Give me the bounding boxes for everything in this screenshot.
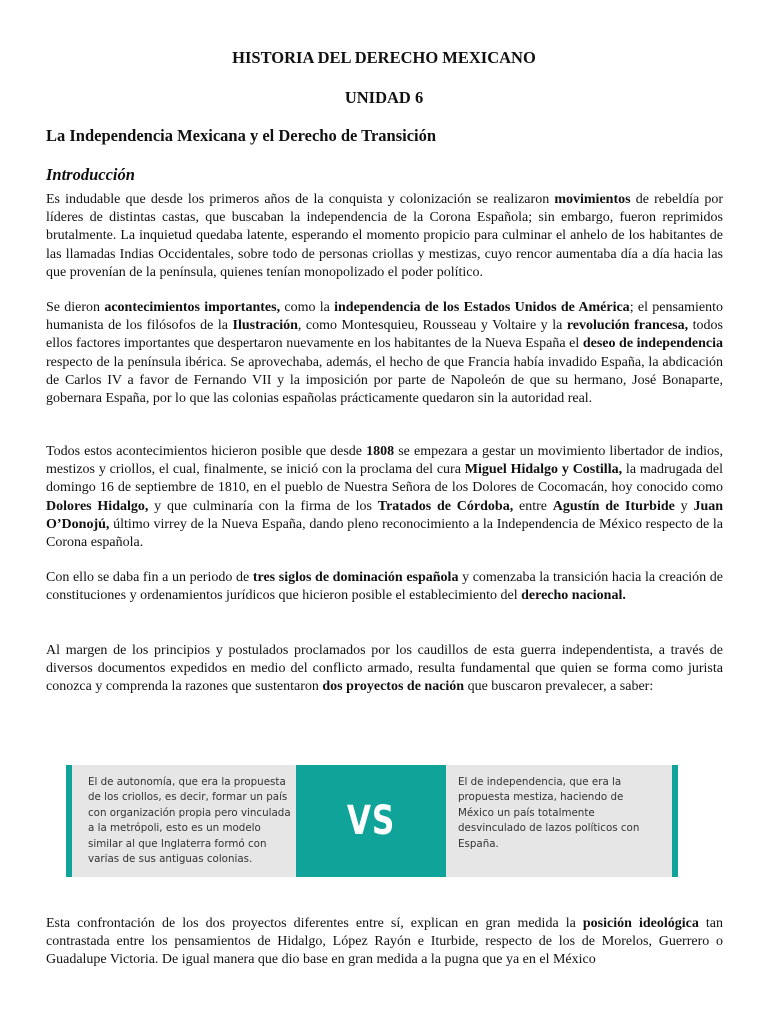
bold-phrase: independencia de los Estados Unidos de América <box>334 300 630 315</box>
bold-phrase: deseo de independencia <box>582 336 723 352</box>
text-run: tan contrastada entre los pensamientos de Hidalgo, López Rayón e Iturbide, respecto de los de Morelos, Guerrero o Guadalupe Victoria. De igual manera que dio base en gran medida a la pugna que ya en el México <box>46 916 723 968</box>
text-run: y que culminaría con la firma de los <box>148 498 378 514</box>
paragraph-6 <box>46 915 723 970</box>
unit-title: UNIDAD 6 <box>344 88 424 107</box>
text-run: y comenzaba la transición hacia la creación de constituciones y ordenamientos jurídicos que hicieron posible el establecimiento del <box>46 570 724 604</box>
bold-phrase: Miguel Hidalgo y Costilla, <box>464 462 623 478</box>
paragraph-3 <box>46 443 723 552</box>
text-run: respecto de la península ibérica. Se aprovechaba, además, el hecho de que Francia había invadido España, la abdicación de Carlos IV a favor de Fernando VII y la imposición por parte de Napoleón de que su hermano, José Bonaparte, gobernara España, por lo que las colonias españolas prácticamente quedaron sin la autoridad real. <box>46 354 723 407</box>
paragraph-4 <box>46 569 723 605</box>
independence-project-text: El de independencia, que era la propuesta mestiza, haciendo de México un país totalmente desvinculado de lazos políticos con España. <box>458 776 640 850</box>
bold-phrase: dos proyectos de nación <box>322 679 465 695</box>
bold-phrase: 1808 <box>366 444 395 459</box>
bold-phrase: Ilustración <box>232 318 298 334</box>
text-run: Esta confrontación de los dos proyectos diferentes entre sí, explican en gran medida la <box>46 916 583 931</box>
bold-phrase: revolución francesa, <box>566 318 689 334</box>
bold-phrase: posición ideológica <box>582 916 699 931</box>
text-run: Al margen de los principios y postulados proclamados por los caudillos de esta guerra independentista, a través de diversos documentos expedidos en medio del conflicto armado, resulta fundamental que quien se forma como jurista conozca y comprenda la razones que sustentaron <box>46 643 723 695</box>
text-run: último virrey de la Nueva España, dando pleno reconocimiento a la Independencia de México respecto de la Corona española. <box>46 516 723 551</box>
text-run: que buscaron prevalecer, a saber: <box>464 679 654 695</box>
bold-phrase: Agustín de Iturbide <box>552 498 675 514</box>
chapter-title: La Independencia Mexicana y el Derecho de Transición <box>46 126 437 145</box>
text-run: Todos estos acontecimientos hicieron posible que desde <box>46 444 367 459</box>
text-run: y <box>674 498 694 514</box>
text-run: entre <box>513 498 553 514</box>
text-run: , como Montesquieu, Rousseau y Voltaire y la <box>297 318 567 334</box>
paragraph-5 <box>46 642 723 697</box>
text-run: ; el pensamiento humanista de los filósofos de la <box>46 300 723 334</box>
bold-phrase: acontecimientos importantes, <box>104 300 281 315</box>
text-run: Con ello se daba fin a un periodo de <box>46 570 253 585</box>
bold-phrase: movimientos <box>554 192 631 207</box>
section-heading: Introducción <box>46 165 135 184</box>
left-accent-bar <box>66 765 72 877</box>
text-run: todos ellos factores importantes que despertaron nuevamente en los habitantes de la Nueva España el <box>46 318 723 352</box>
bold-phrase: derecho nacional. <box>521 588 626 604</box>
document-title: HISTORIA DEL DERECHO MEXICANO <box>232 48 536 67</box>
text-run: Es indudable que desde los primeros años de la conquista y colonización se realizaron <box>46 192 555 207</box>
paragraph-1 <box>46 191 723 282</box>
right-accent-bar <box>672 765 678 877</box>
bold-phrase: Tratados de Córdoba, <box>377 498 514 514</box>
text-run: de rebeldía por líderes de distintas castas, que buscaban la independencia de la Corona Española; sin embargo, fueron reprimidos brutalmente. La inquietud quedaba latente, esperando el momento propicio para culminar el anhelo de los habitantes de las llamadas Indias Occidentales, sobre todo de personas criollas y mestizas, cuyo rencor aumentaba día a día hacia las que provenían de la península, quienes tenían monopolizado el poder político. <box>46 192 723 280</box>
bold-phrase: tres siglos de dominación española <box>252 570 459 585</box>
vs-label: VS <box>346 798 396 844</box>
paragraph-2 <box>46 299 723 408</box>
text-run: se empezara a gestar un movimiento libertador de indios, mestizos y criollos, el cual, finalmente, se inició con la proclama del cura <box>46 444 724 478</box>
text-run: Se dieron <box>46 300 105 315</box>
autonomy-project-text: El de autonomía, que era la propuesta de los criollos, es decir, formar un país con organización propia pero vinculada a la metrópoli, esto es un modelo similar al que Inglaterra formó con varias de sus antiguas colonias. <box>88 776 291 866</box>
bold-phrase: Juan O’Donojú, <box>46 498 724 532</box>
text-run: como la <box>280 300 335 315</box>
text-run: la madrugada del domingo 16 de septiembre de 1810, en el pueblo de Nuestra Señora de los Dolores de Cocomacán, hoy conocido como <box>46 462 723 496</box>
bold-phrase: Dolores Hidalgo, <box>46 498 149 514</box>
